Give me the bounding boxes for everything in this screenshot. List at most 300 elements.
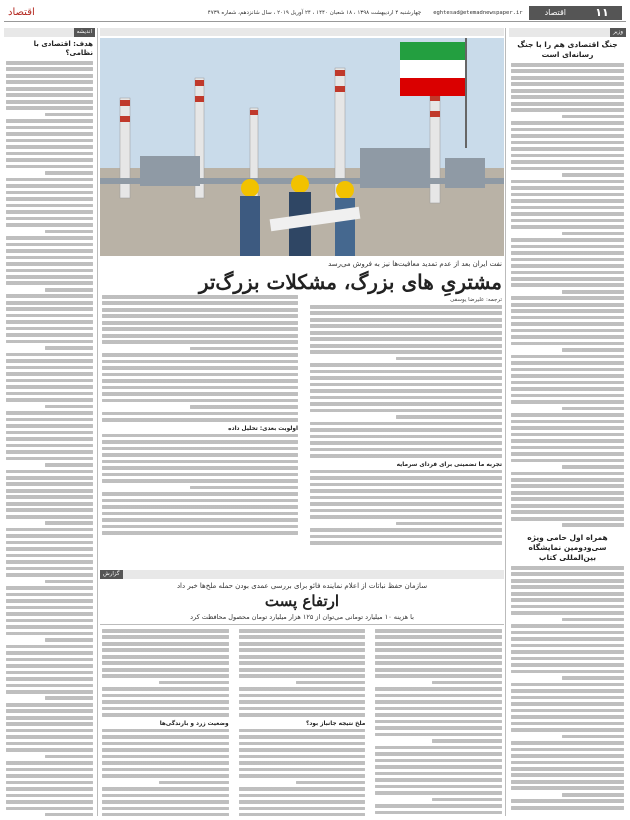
- text-line: [310, 409, 502, 413]
- text-line: [511, 439, 624, 443]
- text-line: [102, 807, 229, 811]
- text-line: [511, 761, 624, 765]
- text-line: [45, 346, 93, 350]
- text-line: [239, 742, 366, 746]
- text-line: [102, 360, 298, 364]
- text-line: [6, 197, 93, 201]
- text-line: [310, 305, 502, 309]
- text-line: [511, 400, 624, 404]
- text-line: [511, 271, 624, 275]
- text-line: [6, 534, 93, 538]
- text-line: [6, 709, 93, 713]
- text-line: [6, 61, 93, 65]
- text-line: [511, 799, 624, 803]
- text-line: [310, 311, 502, 315]
- text-line: [6, 223, 93, 227]
- text-line: [6, 191, 93, 195]
- text-line: [562, 793, 624, 797]
- text-line: [511, 517, 624, 521]
- right-sub-heading: همراه اول حامی ویژه سی‌ودومین نمایشگاه بین‌المللی کتاب: [527, 532, 608, 562]
- text-line: [190, 486, 298, 490]
- text-line: [511, 748, 624, 752]
- text-line: [511, 650, 624, 654]
- text-line: [310, 383, 502, 387]
- text-line: [6, 320, 93, 324]
- text-line: [375, 635, 502, 639]
- text-line: [102, 668, 229, 672]
- top-story-byline: ترجمه: علیرضا یوسفی: [450, 297, 502, 303]
- text-line: [511, 631, 624, 635]
- text-line: [310, 528, 502, 532]
- text-line: [159, 681, 229, 685]
- text-line: [310, 376, 502, 380]
- top-story-kicker: نفت ایران بعد از عدم تمدید معافیت‌ها نیز به فروش می‌رسد: [328, 260, 502, 268]
- text-line: [511, 206, 624, 210]
- text-line: [102, 761, 229, 765]
- text-line: [511, 624, 624, 628]
- right-kicker: وزیر: [610, 28, 626, 37]
- text-line: [102, 635, 229, 639]
- text-line: [375, 707, 502, 711]
- right-body-text-2: [509, 566, 626, 810]
- text-line: [310, 402, 502, 406]
- text-line: [6, 619, 93, 623]
- text-line: [511, 342, 624, 346]
- text-line: [102, 729, 229, 733]
- bottom-subhead-2: وضعیت زرد و بارندگی‌ها: [159, 720, 229, 727]
- text-line: [102, 674, 229, 678]
- top-story-subhead-1: اولویت بعدی: تحلیل داده: [228, 425, 298, 432]
- text-line: [310, 389, 502, 393]
- text-line: [6, 722, 93, 726]
- text-line: [190, 347, 298, 351]
- text-line: [102, 492, 298, 496]
- text-line: [310, 428, 502, 432]
- text-line: [296, 781, 366, 785]
- text-line: [511, 702, 624, 706]
- text-line: [102, 531, 298, 535]
- text-line: [102, 700, 229, 704]
- text-line: [6, 703, 93, 707]
- text-line: [511, 108, 624, 112]
- text-line: [511, 303, 624, 307]
- text-line: [102, 314, 298, 318]
- text-line: [239, 774, 366, 778]
- text-line: [562, 618, 624, 622]
- text-line: [375, 713, 502, 717]
- text-line: [239, 729, 366, 733]
- text-line: [6, 489, 93, 493]
- text-line: [511, 167, 624, 171]
- text-line: [511, 767, 624, 771]
- text-line: [511, 644, 624, 648]
- text-line: [6, 632, 93, 636]
- text-line: [6, 645, 93, 649]
- text-line: [102, 434, 298, 438]
- text-line: [310, 441, 502, 445]
- text-line: [511, 504, 624, 508]
- text-line: [511, 510, 624, 514]
- text-line: [375, 700, 502, 704]
- text-line: [239, 674, 366, 678]
- text-line: [6, 768, 93, 772]
- text-line: [511, 387, 624, 391]
- text-line: [511, 95, 624, 99]
- text-line: [310, 470, 502, 474]
- text-line: [102, 687, 229, 691]
- text-line: [6, 431, 93, 435]
- newspaper-logo: اقتصاد: [8, 7, 35, 18]
- text-line: [6, 658, 93, 662]
- text-line: [6, 528, 93, 532]
- text-line: [102, 373, 298, 377]
- top-story-col-right: [308, 295, 504, 548]
- text-line: [310, 448, 502, 452]
- text-line: [239, 794, 366, 798]
- text-line: [511, 741, 624, 745]
- bottom-text-4: [100, 629, 231, 717]
- top-story: [100, 260, 504, 575]
- bottom-kicker-bar: [100, 570, 504, 579]
- text-line: [511, 251, 624, 255]
- text-line: [511, 277, 624, 281]
- top-story-text-c: [100, 295, 300, 422]
- text-line: [6, 93, 93, 97]
- text-line: [6, 625, 93, 629]
- text-line: [102, 479, 298, 483]
- bottom-story-columns: [100, 629, 504, 816]
- text-line: [296, 681, 366, 685]
- text-line: [6, 444, 93, 448]
- top-story-text-a: [308, 305, 504, 458]
- text-line: [375, 655, 502, 659]
- bottom-col-2: [237, 629, 368, 816]
- text-line: [45, 405, 93, 409]
- text-line: [239, 661, 366, 665]
- text-line: [102, 440, 298, 444]
- text-line: [102, 327, 298, 331]
- text-line: [6, 807, 93, 811]
- text-line: [511, 780, 624, 784]
- text-line: [6, 333, 93, 337]
- text-line: [6, 560, 93, 564]
- text-line: [511, 296, 624, 300]
- text-line: [562, 465, 624, 469]
- text-line: [511, 238, 624, 242]
- text-line: [310, 535, 502, 539]
- text-line: [511, 63, 624, 67]
- text-line: [45, 171, 93, 175]
- text-line: [6, 132, 93, 136]
- text-line: [6, 606, 93, 610]
- bottom-story-title: ارتفاع پست: [264, 592, 340, 610]
- text-line: [6, 372, 93, 376]
- text-line: [6, 314, 93, 318]
- text-line: [45, 638, 93, 642]
- text-line: [45, 755, 93, 759]
- left-column: [4, 28, 95, 816]
- text-line: [375, 629, 502, 633]
- text-line: [102, 301, 298, 305]
- text-line: [6, 508, 93, 512]
- text-line: [6, 392, 93, 396]
- text-line: [310, 337, 502, 341]
- text-line: [102, 813, 229, 816]
- text-line: [511, 212, 624, 216]
- text-line: [511, 478, 624, 482]
- text-line: [6, 761, 93, 765]
- text-line: [6, 664, 93, 668]
- text-line: [511, 452, 624, 456]
- text-line: [6, 411, 93, 415]
- text-line: [375, 752, 502, 756]
- text-line: [511, 689, 624, 693]
- text-line: [511, 147, 624, 151]
- text-line: [310, 454, 502, 458]
- text-line: [102, 295, 298, 299]
- workers-group: [240, 175, 360, 256]
- text-line: [310, 509, 502, 513]
- text-line: [310, 422, 502, 426]
- text-line: [239, 687, 366, 691]
- text-line: [511, 381, 624, 385]
- text-line: [6, 651, 93, 655]
- text-line: [45, 463, 93, 467]
- text-line: [6, 256, 93, 260]
- column-divider: [97, 28, 98, 816]
- text-line: [511, 670, 624, 674]
- text-line: [375, 642, 502, 646]
- text-line: [375, 746, 502, 750]
- text-line: [375, 765, 502, 769]
- masthead: [4, 4, 626, 22]
- text-line: [239, 787, 366, 791]
- text-line: [511, 186, 624, 190]
- text-line: [511, 361, 624, 365]
- text-line: [102, 748, 229, 752]
- text-line: [102, 642, 229, 646]
- text-line: [6, 424, 93, 428]
- text-line: [511, 592, 624, 596]
- text-line: [511, 309, 624, 313]
- text-line: [511, 722, 624, 726]
- text-line: [375, 811, 502, 815]
- text-line: [375, 720, 502, 724]
- text-line: [562, 290, 624, 294]
- text-line: [45, 288, 93, 292]
- text-line: [562, 232, 624, 236]
- text-line: [432, 798, 502, 802]
- text-line: [239, 813, 366, 816]
- text-line: [6, 262, 93, 266]
- section-title: اقتصاد: [529, 6, 582, 20]
- bottom-text-5: [100, 729, 231, 816]
- top-story-subhead-2: تجربه ما تضمینی برای فردای سرمایه: [396, 461, 502, 468]
- email-address[interactable]: eghtesad@etemadnewspaper.ir: [433, 9, 523, 16]
- text-line: [6, 787, 93, 791]
- right-column: [509, 28, 626, 816]
- text-line: [310, 331, 502, 335]
- text-line: [310, 541, 502, 545]
- text-line: [6, 398, 93, 402]
- text-line: [239, 648, 366, 652]
- text-line: [6, 385, 93, 389]
- text-line: [102, 707, 229, 711]
- text-line: [6, 586, 93, 590]
- text-line: [6, 379, 93, 383]
- text-line: [6, 139, 93, 143]
- text-line: [6, 457, 93, 461]
- text-line: [511, 709, 624, 713]
- text-line: [511, 355, 624, 359]
- text-line: [239, 635, 366, 639]
- text-line: [6, 794, 93, 798]
- text-line: [511, 696, 624, 700]
- bottom-text-2: [237, 629, 368, 717]
- text-line: [45, 696, 93, 700]
- text-line: [102, 392, 298, 396]
- text-line: [511, 420, 624, 424]
- text-line: [375, 674, 502, 678]
- text-line: [102, 655, 229, 659]
- text-line: [6, 217, 93, 221]
- text-line: [511, 374, 624, 378]
- text-line: [6, 269, 93, 273]
- text-line: [239, 761, 366, 765]
- text-line: [511, 89, 624, 93]
- text-line: [511, 459, 624, 463]
- text-line: [45, 813, 93, 816]
- text-line: [375, 694, 502, 698]
- text-line: [511, 225, 624, 229]
- text-line: [102, 386, 298, 390]
- text-line: [45, 230, 93, 234]
- text-line: [6, 781, 93, 785]
- text-line: [6, 774, 93, 778]
- text-line: [511, 335, 624, 339]
- bottom-subhead-1: ملخ نتیجه جانباز بود؟: [305, 720, 366, 727]
- text-line: [102, 518, 298, 522]
- text-line: [6, 450, 93, 454]
- text-line: [511, 329, 624, 333]
- main-column: [100, 28, 504, 816]
- text-line: [102, 308, 298, 312]
- text-line: [511, 598, 624, 602]
- text-line: [511, 572, 624, 576]
- right-headline: جنگ اقتصادی هم را با جنگ رسانه‌ای است: [517, 40, 618, 59]
- text-line: [432, 681, 502, 685]
- text-line: [511, 394, 624, 398]
- text-line: [6, 437, 93, 441]
- text-line: [511, 579, 624, 583]
- text-line: [6, 249, 93, 253]
- text-line: [102, 648, 229, 652]
- text-line: [511, 413, 624, 417]
- text-line: [6, 87, 93, 91]
- text-line: [6, 677, 93, 681]
- text-line: [6, 74, 93, 78]
- text-line: [6, 327, 93, 331]
- text-line: [102, 629, 229, 633]
- right-body-text: [509, 63, 626, 527]
- text-line: [6, 502, 93, 506]
- text-line: [6, 476, 93, 480]
- bottom-col-1: [373, 629, 504, 816]
- text-line: [102, 447, 298, 451]
- main-kicker-bar: [100, 28, 504, 36]
- text-line: [102, 453, 298, 457]
- text-line: [511, 121, 624, 125]
- column-divider: [505, 28, 506, 816]
- text-line: [6, 67, 93, 71]
- text-line: [6, 716, 93, 720]
- text-line: [511, 786, 624, 790]
- text-line: [511, 322, 624, 326]
- text-line: [102, 794, 229, 798]
- text-line: [102, 379, 298, 383]
- text-line: [6, 684, 93, 688]
- text-line: [6, 236, 93, 240]
- text-line: [375, 726, 502, 730]
- top-story-col-left: [100, 295, 300, 538]
- text-line: [239, 713, 366, 717]
- top-story-text-d: [100, 434, 300, 535]
- text-line: [375, 648, 502, 652]
- text-line: [239, 707, 366, 711]
- bottom-kicker-label: گزارش: [100, 570, 123, 579]
- text-line: [6, 554, 93, 558]
- text-line: [310, 496, 502, 500]
- text-line: [511, 433, 624, 437]
- text-line: [511, 637, 624, 641]
- text-line: [239, 700, 366, 704]
- text-line: [310, 363, 502, 367]
- text-line: [511, 491, 624, 495]
- refinery-photo: [100, 38, 504, 256]
- text-line: [6, 515, 93, 519]
- text-line: [102, 694, 229, 698]
- text-line: [6, 690, 93, 694]
- text-line: [102, 460, 298, 464]
- text-line: [6, 281, 93, 285]
- text-line: [6, 307, 93, 311]
- text-line: [396, 522, 502, 526]
- text-line: [102, 473, 298, 477]
- text-line: [310, 350, 502, 354]
- text-line: [6, 573, 93, 577]
- text-line: [375, 804, 502, 808]
- text-line: [310, 344, 502, 348]
- text-line: [310, 435, 502, 439]
- text-line: [310, 318, 502, 322]
- text-line: [562, 735, 624, 739]
- text-line: [310, 370, 502, 374]
- text-line: [102, 768, 229, 772]
- text-line: [6, 418, 93, 422]
- text-line: [6, 541, 93, 545]
- text-line: [102, 499, 298, 503]
- text-line: [6, 210, 93, 214]
- text-line: [375, 661, 502, 665]
- text-line: [396, 357, 502, 361]
- text-line: [6, 547, 93, 551]
- text-line: [6, 106, 93, 110]
- text-line: [6, 482, 93, 486]
- text-line: [6, 593, 93, 597]
- text-line: [375, 687, 502, 691]
- text-line: [102, 774, 229, 778]
- text-line: [239, 768, 366, 772]
